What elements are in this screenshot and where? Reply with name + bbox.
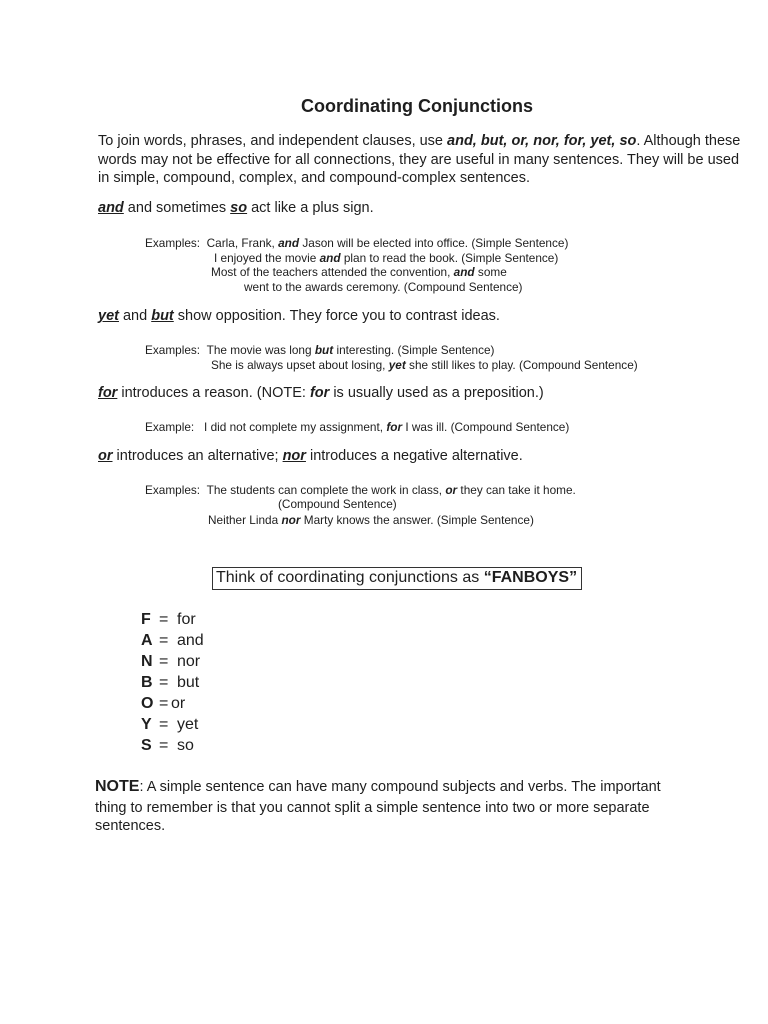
example-text: I did not complete my assignment,	[204, 420, 387, 434]
examples-label: Examples:	[145, 483, 201, 497]
example-text: Marty knows the answer. (Simple Sentence)	[300, 513, 534, 527]
or-nor-heading	[98, 448, 523, 464]
fanboys-word: and	[177, 632, 204, 649]
keyword-or: or	[98, 448, 113, 464]
keyword-nor: nor	[282, 448, 306, 464]
yet-but-example-1	[145, 343, 495, 357]
heading-text: and sometimes	[123, 200, 231, 216]
keyword-for-note: for	[309, 385, 330, 401]
for-example-1	[145, 420, 569, 434]
and-example-4: went to the awards ceremony. (Compound Sentence)	[244, 280, 523, 294]
heading-text: introduces a reason. (NOTE:	[117, 385, 310, 401]
heading-text: introduces an alternative;	[112, 448, 283, 464]
example-keyword: yet	[388, 358, 406, 372]
fanboys-row	[141, 737, 194, 755]
intro-line-2: words may not be effective for all connections, they are useful in many sentences. They will be used	[98, 152, 740, 168]
fanboys-row	[141, 632, 204, 650]
example-text: Neither Linda	[208, 513, 282, 527]
fanboys-letter: B	[141, 674, 153, 691]
example-text: I enjoyed the movie	[214, 251, 320, 265]
fanboys-word: yet	[177, 716, 199, 733]
fanboys-word: nor	[177, 653, 201, 670]
fanboys-row	[141, 716, 198, 734]
example-text: Jason will be elected into office. (Simple Sentence)	[299, 236, 569, 250]
keyword-but: but	[151, 308, 174, 324]
keyword-and: and	[98, 200, 124, 216]
example-text: I was ill. (Compound Sentence)	[402, 420, 570, 434]
yet-but-example-2	[211, 358, 638, 372]
example-text: Most of the teachers attended the convention,	[211, 265, 454, 279]
yet-but-heading	[98, 308, 500, 324]
fanboys-letter: Y	[141, 716, 152, 733]
heading-text: act like a plus sign.	[247, 200, 374, 216]
callout-text: Think of coordinating conjunctions as	[216, 569, 484, 586]
and-example-2	[214, 251, 558, 265]
or-nor-example-1	[145, 483, 576, 497]
keyword-for: for	[98, 385, 118, 401]
example-keyword: and	[278, 236, 300, 250]
fanboys-row	[141, 674, 199, 692]
and-example-3	[211, 265, 507, 279]
fanboys-letter: F	[141, 611, 151, 628]
heading-text: show opposition. They force you to contrast ideas.	[173, 308, 500, 324]
heading-text: introduces a negative alternative.	[305, 448, 523, 464]
conjunction-list: and, but, or, nor, for, yet, so	[447, 133, 637, 149]
page-title: Coordinating Conjunctions	[301, 96, 533, 116]
example-keyword: nor	[281, 513, 301, 527]
intro-text: . Although these	[636, 133, 741, 149]
keyword-yet: yet	[98, 308, 119, 324]
note-line-3: sentences.	[95, 818, 166, 834]
fanboys-word: so	[177, 737, 194, 754]
examples-label: Examples:	[145, 236, 201, 250]
example-text: interesting. (Simple Sentence)	[333, 343, 495, 357]
example-text: She is always upset about losing,	[211, 358, 389, 372]
intro-line-1	[98, 133, 740, 149]
example-text: The students can complete the work in class,	[206, 483, 446, 497]
example-text: they can take it home.	[457, 483, 576, 497]
example-text: some	[474, 265, 507, 279]
fanboys-row	[141, 653, 200, 671]
fanboys-letter: S	[141, 737, 152, 754]
example-text: Carla, Frank,	[206, 236, 279, 250]
and-heading	[98, 200, 374, 216]
or-nor-example-2: (Compound Sentence)	[278, 497, 397, 511]
example-keyword: but	[314, 343, 334, 357]
fanboys-letter: N	[141, 653, 153, 670]
note-text: : A simple sentence can have many compound subjects and verbs. The important	[139, 779, 661, 795]
equals-sign: =	[159, 674, 169, 691]
fanboys-letter: O	[141, 695, 154, 712]
equals-sign: =	[159, 653, 169, 670]
equals-sign: =	[159, 737, 169, 754]
example-text: The movie was long	[206, 343, 315, 357]
equals-sign: =	[159, 632, 169, 649]
equals-sign: =	[159, 695, 169, 712]
heading-text: is usually used as a preposition.)	[329, 385, 544, 401]
fanboys-callout-box	[212, 567, 582, 590]
keyword-so: so	[230, 200, 248, 216]
example-keyword: and	[453, 265, 475, 279]
equals-sign: =	[159, 716, 169, 733]
fanboys-word: or	[171, 695, 186, 712]
note-line-2: thing to remember is that you cannot split a simple sentence into two or more separate	[95, 800, 650, 816]
heading-text: and	[118, 308, 152, 324]
or-nor-example-3	[208, 513, 534, 527]
example-keyword: for	[386, 420, 403, 434]
example-label: Example:	[145, 420, 195, 434]
intro-text: To join words, phrases, and independent clauses, use	[98, 133, 448, 149]
fanboys-word: for	[177, 611, 196, 628]
fanboys-letter: A	[141, 632, 153, 649]
for-heading	[98, 385, 544, 401]
example-text: she still likes to play. (Compound Sentence)	[405, 358, 638, 372]
fanboys-word: but	[177, 674, 200, 691]
note-line-1	[95, 778, 661, 796]
fanboys-row	[141, 695, 185, 713]
example-text: plan to read the book. (Simple Sentence)	[340, 251, 559, 265]
fanboys-row	[141, 611, 196, 629]
equals-sign: =	[159, 611, 169, 628]
example-keyword: or	[445, 483, 458, 497]
note-label: NOTE	[95, 778, 140, 795]
examples-label: Examples:	[145, 343, 201, 357]
example-keyword: and	[319, 251, 341, 265]
and-example-1	[145, 236, 568, 250]
intro-line-3: in simple, compound, complex, and compound-complex sentences.	[98, 170, 531, 186]
callout-fanboys: “FANBOYS”	[483, 569, 578, 586]
